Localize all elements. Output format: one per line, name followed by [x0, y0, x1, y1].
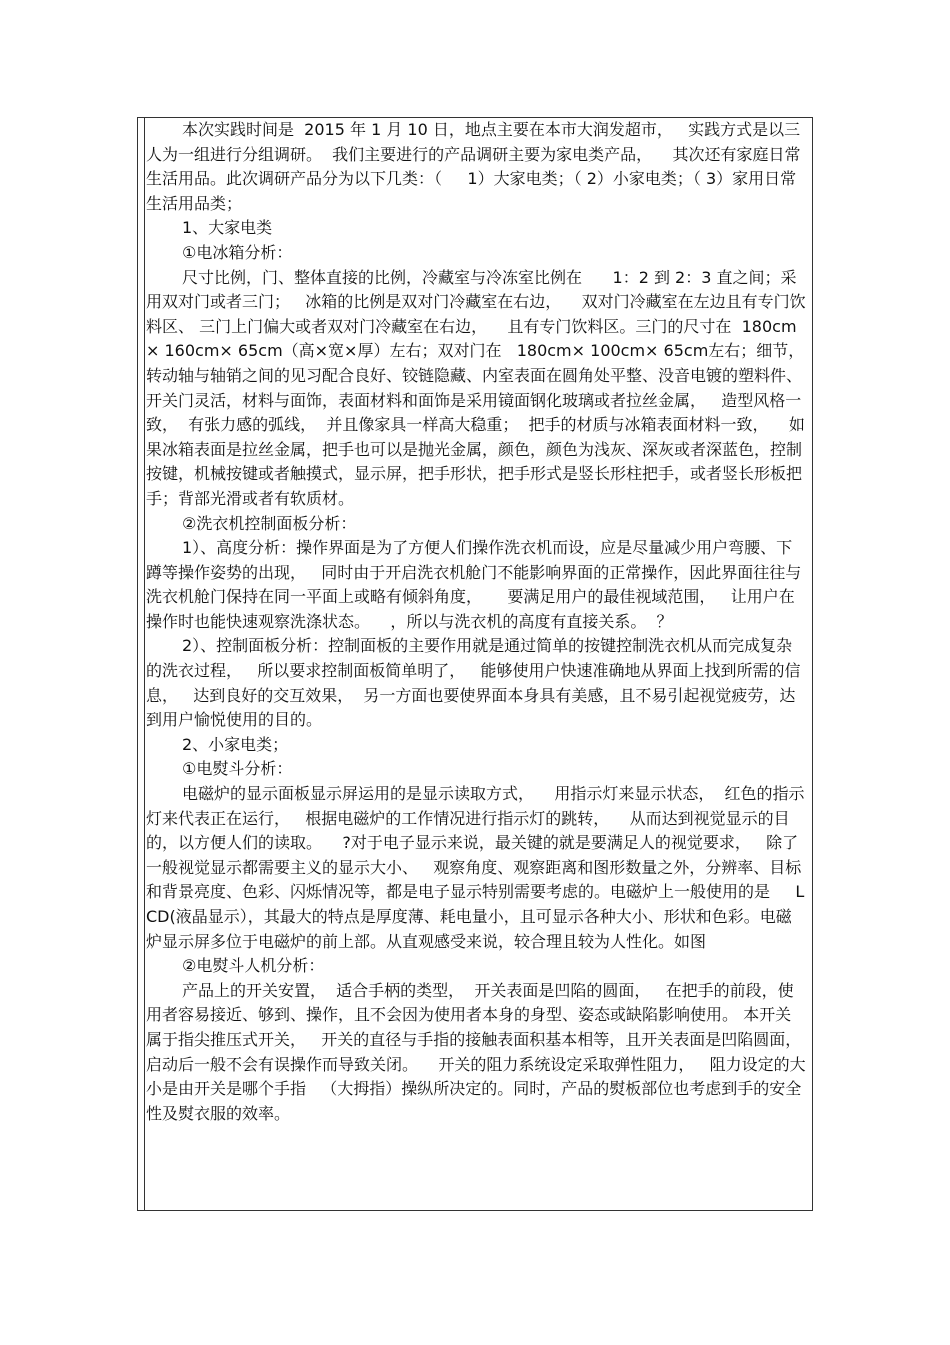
subheading-iron-ergonomics: ②电熨斗人机分析： — [182, 956, 325, 976]
washer-panel-paragraph: 2）、控制面板分析：控制面板的主要作用就是通过简单的按键控制洗衣机从而完成复杂的洗衣过程， 所以要求控制面板简单明了， 能够使用户快速准确地从界面上找到所需的信息， 达到良好的交互效果， 另一方面也要使界面本身具有美感，且不易引起视觉疲劳，达到用户愉悦使用的目的。 — [146, 636, 801, 730]
iron-switch-paragraph: 产品上的开关安置， 适合手柄的类型， 开关表面是凹陷的圆面， 在把手的前段，使用者容易接近、够到、操作，且不会因为使用者本身的身型、姿态或缺陷影响使用。 本开关属于指尖推压式开关， 开关的直径与手指的接触表面积基本相等，且开关表面是凹陷圆面， 启动后一般不会有误操作而导致关闭。 开关的阻力系统设定采取弹性阻力， 阻力设定的大小是由开关是哪个手指 （大拇指）操纵所决定的。同时，产品的熨板部位也考虑到手的安全性及熨衣服的效率。 — [146, 980, 817, 1123]
section-heading-large-appliances: 1、大家电类 — [182, 218, 273, 238]
section-heading-small-appliances: 2、小家电类； — [182, 734, 289, 754]
intro-paragraph: 本次实践时间是 2015 年 1 月 10 日，地点主要在本市大润发超市， 实践方式是以三人为一组进行分组调研。 我们主要进行的产品调研主要为家电类产品， 其次还有家庭日常生活用品。此次调研产品分为以下几类：（ 1）大家电类；（ 2）小家电类；（ 3）家用日常生活用品类； — [146, 120, 801, 213]
document-body — [146, 118, 817, 1126]
frame-inner-line — [144, 117, 145, 1211]
induction-display-paragraph: 电磁炉的显示面板显示屏运用的是显示读取方式， 用指示灯来显示状态， 红色的指示灯来代表正在运行， 根据电磁炉的工作情况进行指示灯的跳转， 从而达到视觉显示的目的，以方便人们的读取。 ?对于电子显示来说，最关键的就是要满足人的视觉要求， 除了一般视觉显示都需要主义的显示大小、 观察角度、观察距离和图形数量之外，分辨率、目标和背景亮度、色彩、闪烁情况等，都是电子显示特别需要考虑的。电磁炉上一般使用的是 LCD(液晶显示），其最大的特点是厚度薄、耗电量小，且可显示各种大小、形状和色彩。电磁炉显示屏多位于电磁炉的前上部。从直观感受来说，较合理且较为人性化。如图 — [146, 784, 805, 951]
subheading-washer-panel: ②洗衣机控制面板分析： — [182, 513, 357, 533]
washer-height-paragraph: 1）、高度分析：操作界面是为了方便人们操作洗衣机而设，应是尽量减少用户弯腰、下蹲等操作姿势的出现， 同时由于开启洗衣机舱门不能影响界面的正常操作，因此界面往往与洗衣机舱门保持在同一平面上或略有倾斜角度， 要满足用户的最佳视域范围， 让用户在操作时也能快速观察洗涤状态。 ，所以与洗衣机的高度有直接关系。 ？ — [146, 538, 802, 631]
subheading-iron: ①电熨斗分析： — [182, 759, 293, 779]
subheading-refrigerator: ①电冰箱分析： — [182, 242, 293, 262]
refrigerator-paragraph: 尺寸比例，门、整体直接的比例，冷藏室与冷冻室比例在 1：2 到 2：3 直之间；采用双对门或者三门； 冰箱的比例是双对门冷藏室在右边， 双对门冷藏室在左边且有专门饮料区、 三门上门偏大或者双对门冷藏室在右边， 且有专门饮料区。三门的尺寸在 180cm× 160cm× 65cm（高×宽×厚）左右；双对门在 180cm× 100cm× 65cm左右；细节，转动轴与轴销之间的见习配合良好、铰链隐藏、内室表面在圆角处平整、没音电镀的塑料件、开关门灵活，材料与面饰，表面材料和面饰是采用镜面钢化玻璃或者拉丝金属， 造型风格一致， 有张力感的弧线， 并且像家具一样高大稳重； 把手的材质与冰箱表面材料一致， 如果冰箱表面是拉丝金属，把手也可以是抛光金属，颜色，颜色为浅灰、深灰或者深蓝色，控制按键，机械按键或者触摸式，显示屏，把手形状，把手形式是竖长形柱把手，或者竖长形板把手；背部光滑或者有软质材。 — [146, 267, 806, 508]
